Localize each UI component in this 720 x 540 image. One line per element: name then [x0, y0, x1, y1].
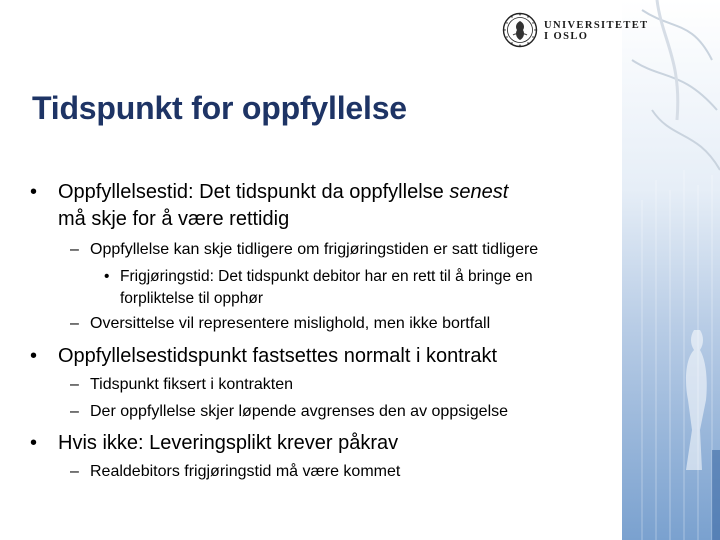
bullet-marker: •	[30, 181, 38, 203]
bullet-3: Hvis ikke: Leveringsplikt krever påkrav	[58, 432, 399, 454]
sub-sub-bullet-1-1-1-line-1: Frigjøringstid: Det tidspunkt debitor har en rett til å bringe en	[120, 268, 533, 285]
bullet-1-line-2: må skje for å være rettidig	[58, 208, 290, 230]
bullet-1-emphasis: senest	[449, 181, 509, 203]
sub-bullet-marker: –	[70, 241, 79, 258]
sub-bullet-marker: –	[70, 403, 79, 420]
bullet-marker: •	[30, 432, 38, 454]
sub-bullet-1-2: Oversittelse vil representere mislighold, men ikke bortfall	[90, 315, 491, 332]
sub-bullet-1-1: Oppfyllelse kan skje tidligere om frigjøringstiden er satt tidligere	[90, 241, 539, 258]
sub-bullet-3-1: Realdebitors frigjøringstid må være kommet	[90, 463, 401, 480]
bullet-1-line-1	[58, 180, 508, 204]
bullet-marker: •	[30, 345, 38, 367]
bullet-2: Oppfyllelsestidspunkt fastsettes normalt i kontrakt	[58, 345, 498, 367]
bullet-1-text: Oppfyllelsestid: Det tidspunkt da oppfyllelse	[58, 181, 450, 203]
sub-sub-bullet-marker: •	[104, 268, 110, 285]
sub-bullet-2-1: Tidspunkt fiksert i kontrakten	[90, 376, 294, 393]
sub-bullet-2-2: Der oppfyllelse skjer løpende avgrenses den av oppsigelse	[90, 403, 509, 420]
logo-line2: I OSLO	[544, 31, 589, 42]
slide-title: Tidspunkt for oppfyllelse	[32, 90, 407, 126]
sub-bullet-marker: –	[70, 463, 79, 480]
sub-bullet-marker: –	[70, 315, 79, 332]
logo-line1: UNIVERSITETET	[544, 20, 649, 31]
sub-sub-bullet-1-1-1-line-2: forpliktelse til opphør	[120, 290, 264, 307]
sub-bullet-marker: –	[70, 376, 79, 393]
